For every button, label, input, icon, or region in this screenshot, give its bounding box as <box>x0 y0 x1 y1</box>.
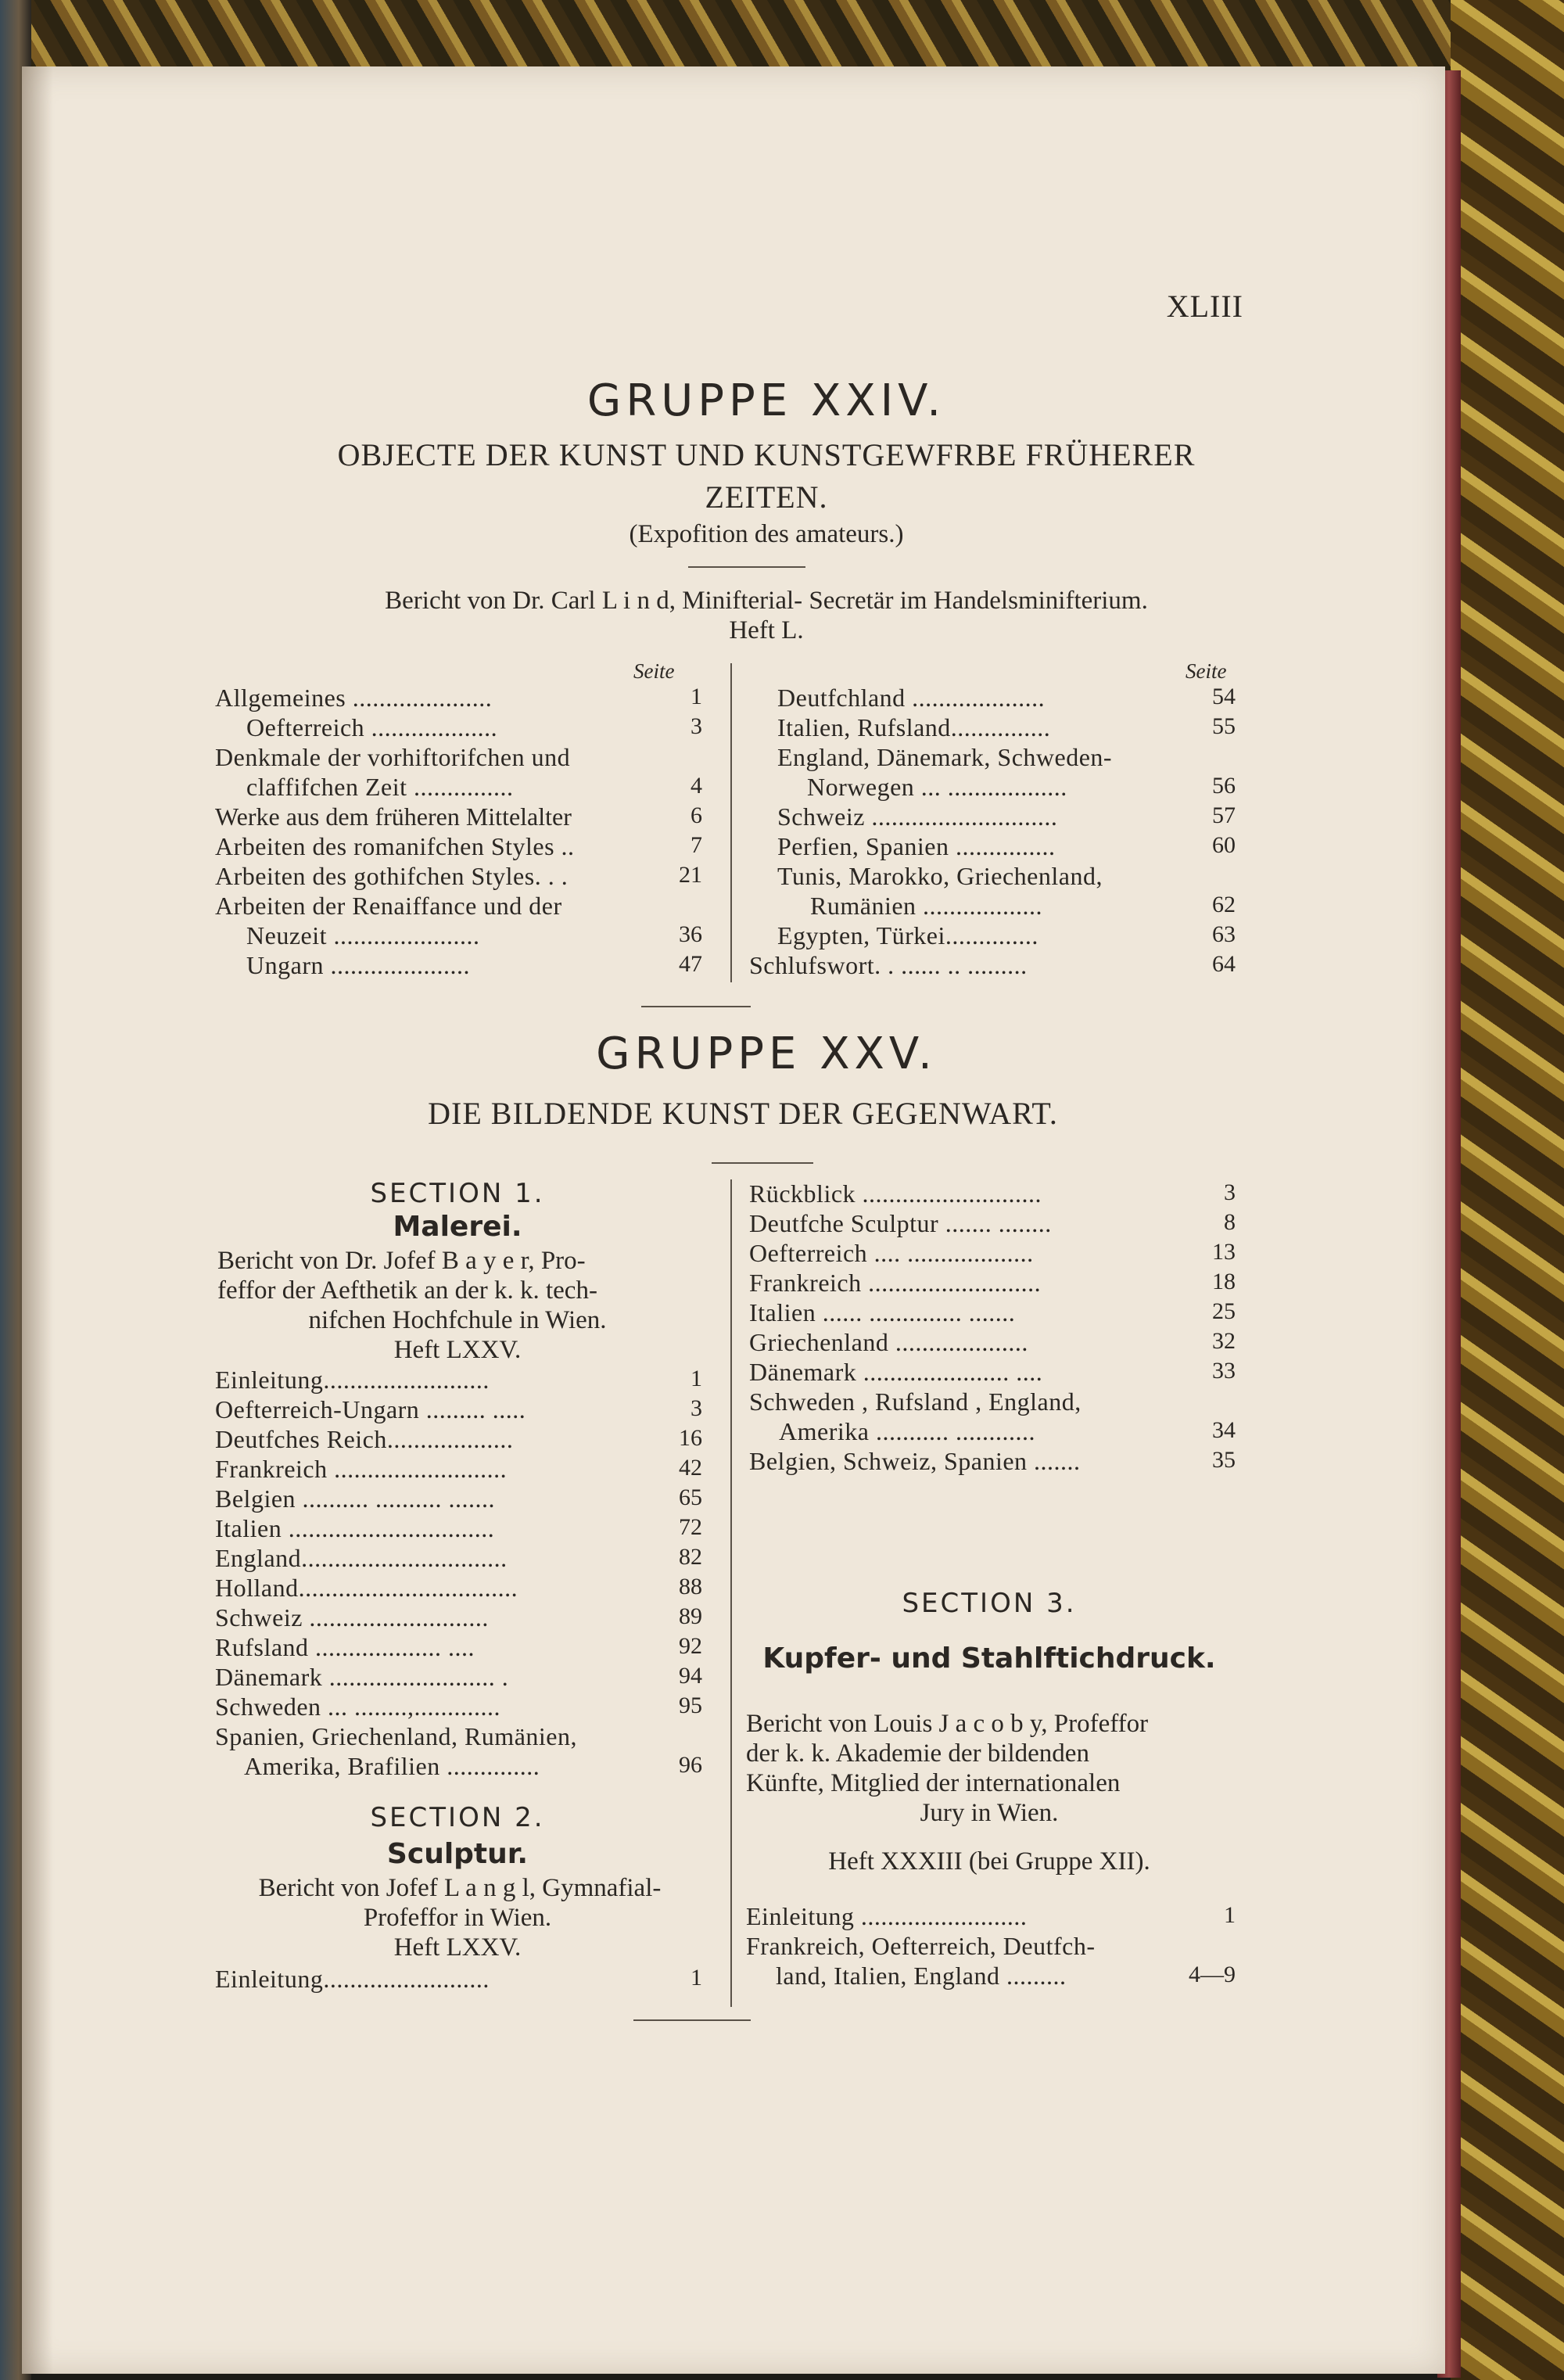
group24-subtitle-3: (Expofition des amateurs.) <box>629 520 904 548</box>
column-divider <box>730 1179 732 2007</box>
index-entry-page: 3 <box>691 1395 702 1421</box>
index-entry-label: Dänemark ......................... . <box>215 1663 509 1691</box>
index-entry-label: Amerika ........... ............ <box>779 1417 1035 1445</box>
section3-name: Kupfer- und Stahlftichdruck. <box>762 1642 1216 1675</box>
divider <box>641 1006 751 1007</box>
section3-report-3: Künfte, Mitglied der internationalen <box>746 1769 1121 1797</box>
index-entry-label: Neuzeit ...................... <box>246 921 480 949</box>
group24-subtitle-2: ZEITEN. <box>705 479 828 515</box>
index-entry-page: 63 <box>1212 921 1236 947</box>
index-entry-label: claffifchen Zeit ............... <box>246 773 514 801</box>
index-entry-label: land, Italien, England ......... <box>776 1962 1067 1990</box>
index-entry-label: Griechenland .................... <box>749 1328 1028 1356</box>
index-entry-page: 88 <box>679 1574 702 1599</box>
index-entry-label: Italien ...... .............. ....... <box>749 1298 1016 1326</box>
index-entry-page: 55 <box>1212 713 1236 739</box>
index-entry-label: Tunis, Marokko, Griechenland, <box>777 862 1103 890</box>
index-entry-page: 95 <box>679 1693 702 1718</box>
section3-report-1: Bericht von Louis J a c o b y, Profeffor <box>746 1710 1149 1738</box>
index-entry-label: Italien, Rufsland............... <box>777 713 1051 741</box>
group25-subtitle: DIE BILDENDE KUNST DER GEGENWART. <box>428 1096 1058 1131</box>
index-entry-page: 94 <box>679 1663 702 1689</box>
index-entry-label: Holland................................. <box>215 1574 518 1602</box>
index-entry-label: Frankreich .......................... <box>215 1455 508 1483</box>
index-entry-label: Einleitung ......................... <box>746 1902 1028 1930</box>
index-entry-page: 72 <box>679 1514 702 1540</box>
index-entry-label: Schweiz ........................... <box>215 1603 489 1632</box>
index-entry-label: Allgemeines ..................... <box>215 684 493 712</box>
page-number: XLIII <box>1166 289 1243 324</box>
index-entry-page: 13 <box>1212 1239 1236 1265</box>
index-entry-page: 33 <box>1212 1358 1236 1384</box>
index-entry-label: Rufsland ................... .... <box>215 1633 475 1661</box>
index-entry-page: 57 <box>1212 802 1236 828</box>
index-entry-page: 35 <box>1212 1447 1236 1473</box>
index-entry-label: Frankreich .......................... <box>749 1269 1042 1297</box>
index-entry-page: 3 <box>691 713 702 739</box>
gutter-shadow <box>22 66 53 2374</box>
section2-report-1: Bericht von Jofef L a n g l, Gymnafial- <box>258 1874 662 1902</box>
index-entry-label: Norwegen ... .................. <box>807 773 1067 801</box>
index-entry-page: 47 <box>679 951 702 977</box>
section1-report-3: nifchen Hochfchule in Wien. <box>308 1306 607 1334</box>
section3-heading: SECTION 3. <box>902 1588 1077 1619</box>
index-entry-label: England............................... <box>215 1544 508 1572</box>
index-entry-label: Arbeiten des romanifchen Styles .. <box>215 832 575 860</box>
index-entry-page: 1 <box>691 1965 702 1991</box>
index-entry-label: Oefterreich .... ................... <box>749 1239 1034 1267</box>
section3-report-2: der k. k. Akademie der bildenden <box>746 1739 1089 1768</box>
index-entry-label: Arbeiten der Renaiffance und der <box>215 892 562 920</box>
index-entry-label: Italien ............................... <box>215 1514 495 1542</box>
seite-label-right: Seite <box>1186 659 1227 683</box>
index-entry-label: Belgien, Schweiz, Spanien ....... <box>749 1447 1081 1475</box>
index-entry-label: Einleitung......................... <box>215 1965 490 1993</box>
index-entry-label: Oefterreich ................... <box>246 713 498 741</box>
index-entry-label: Egypten, Türkei.............. <box>777 921 1038 949</box>
index-entry-page: 1 <box>691 1366 702 1391</box>
index-entry-label: Arbeiten des gothifchen Styles. . . <box>215 862 569 890</box>
seite-label-left: Seite <box>633 659 675 683</box>
index-entry-page: 3 <box>1224 1179 1236 1205</box>
section1-report-1: Bericht von Dr. Jofef B a y e r, Pro- <box>217 1247 586 1275</box>
section3-report-4: Jury in Wien. <box>920 1799 1059 1827</box>
section1-heading: SECTION 1. <box>370 1178 545 1209</box>
index-entry-label: Einleitung......................... <box>215 1366 490 1394</box>
column-divider <box>730 663 732 982</box>
index-entry-page: 56 <box>1212 773 1236 799</box>
index-entry-label: Deutfches Reich................... <box>215 1425 514 1453</box>
section1-report-2: feffor der Aefthetik an der k. k. tech- <box>217 1276 597 1305</box>
index-entry-label: Rückblick ........................... <box>749 1179 1042 1208</box>
divider <box>688 566 805 568</box>
section1-name: Malerei. <box>393 1211 522 1243</box>
index-entry-label: Schweden , Rufsland , England, <box>749 1387 1082 1416</box>
index-entry-page: 34 <box>1212 1417 1236 1443</box>
index-entry-page: 82 <box>679 1544 702 1570</box>
section2-heading: SECTION 2. <box>370 1802 545 1833</box>
index-entry-label: Belgien .......... .......... ....... <box>215 1484 496 1513</box>
index-entry-label: Ungarn ..................... <box>246 951 470 979</box>
index-entry-page: 64 <box>1212 951 1236 977</box>
index-entry-label: England, Dänemark, Schweden- <box>777 743 1113 771</box>
divider <box>712 1162 813 1164</box>
marbled-cover-right <box>1451 0 1564 2380</box>
divider <box>633 2019 751 2021</box>
index-entry-page: 92 <box>679 1633 702 1659</box>
index-entry-label: Werke aus dem früheren Mittelalter <box>215 802 572 831</box>
index-entry-label: Dänemark ...................... .... <box>749 1358 1043 1386</box>
index-entry-page: 8 <box>1224 1209 1236 1235</box>
index-entry-label: Schlufswort. . ...... .. ......... <box>749 951 1028 979</box>
index-entry-page: 1 <box>1224 1902 1236 1928</box>
group25-title: GRUPPE XXV. <box>596 1028 937 1079</box>
index-entry-label: Spanien, Griechenland, Rumänien, <box>215 1722 577 1750</box>
index-entry-label: Schweden ... ........,............. <box>215 1693 501 1721</box>
index-entry-page: 32 <box>1212 1328 1236 1354</box>
index-entry-page: 65 <box>679 1484 702 1510</box>
index-entry-page: 25 <box>1212 1298 1236 1324</box>
index-entry-label: Perfien, Spanien ............... <box>777 832 1056 860</box>
index-entry-label: Deutfchland .................... <box>777 684 1046 712</box>
group24-subtitle-1: OBJECTE DER KUNST UND KUNSTGEWFRBE FRÜHERER <box>337 437 1196 472</box>
group24-report-2: Heft L. <box>729 616 804 644</box>
index-entry-page: 18 <box>1212 1269 1236 1294</box>
index-entry-page: 89 <box>679 1603 702 1629</box>
section2-report-2: Profeffor in Wien. <box>363 1904 552 1932</box>
index-entry-label: Denkmale der vorhiftorifchen und <box>215 743 571 771</box>
index-entry-page: 21 <box>679 862 702 888</box>
index-entry-label: Oefterreich-Ungarn ......... ..... <box>215 1395 526 1423</box>
index-entry-page: 36 <box>679 921 702 947</box>
index-entry-label: Schweiz ............................ <box>777 802 1058 831</box>
index-entry-page: 6 <box>691 802 702 828</box>
index-entry-page: 54 <box>1212 684 1236 709</box>
section2-report-3: Heft LXXV. <box>393 1933 522 1962</box>
index-entry-page: 16 <box>679 1425 702 1451</box>
group24-report-1: Bericht von Dr. Carl L i n d, Minifterial- Secretär im Handelsminifterium. <box>385 587 1148 615</box>
index-entry-page: 7 <box>691 832 702 858</box>
index-entry-page: 96 <box>679 1752 702 1778</box>
index-entry-page: 1 <box>691 684 702 709</box>
group24-title: GRUPPE XXIV. <box>586 375 946 426</box>
index-entry-page: 42 <box>679 1455 702 1481</box>
index-entry-page: 62 <box>1212 892 1236 917</box>
index-entry-page: 4 <box>691 773 702 799</box>
index-entry-label: Amerika, Brafilien .............. <box>244 1752 540 1780</box>
index-entry-label: Frankreich, Oefterreich, Deutfch- <box>746 1932 1096 1960</box>
index-entry-label: Deutfche Sculptur ....... ........ <box>749 1209 1052 1237</box>
section2-name: Sculptur. <box>386 1838 529 1870</box>
section1-report-4: Heft LXXV. <box>393 1336 522 1364</box>
section3-report-5: Heft XXXIII (bei Gruppe XII). <box>828 1847 1150 1876</box>
index-entry-page: 60 <box>1212 832 1236 858</box>
index-entry-page: 4—9 <box>1189 1962 1236 1987</box>
index-entry-label: Rumänien .................. <box>810 892 1043 920</box>
